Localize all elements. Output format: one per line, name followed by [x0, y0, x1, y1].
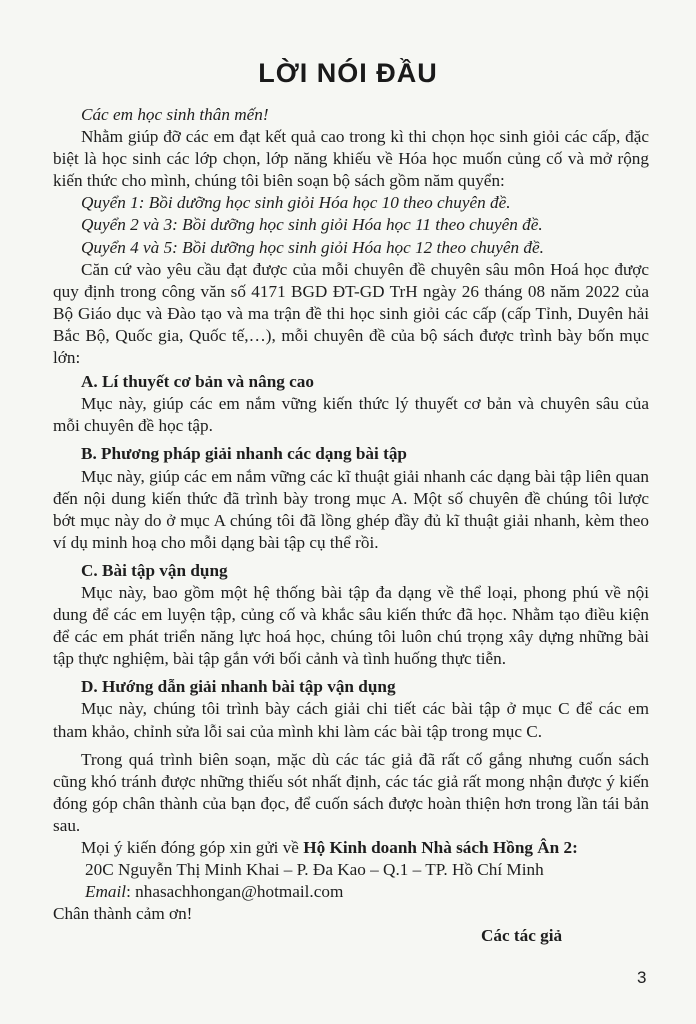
closing-paragraph: Trong quá trình biên soạn, mặc dù các tác giả đã rất cố gắng nhưng cuốn sách cũng khó tránh được những thiếu sót nhất định, các tác giả rất mong nhận được ý kiến đóng góp chân thành của bạn đọc, để cuốn sách được hoàn thiện hơn trong lần tái bản sau.	[53, 749, 649, 835]
volume-item: Quyển 1: Bồi dưỡng học sinh giỏi Hóa học 10 theo chuyên đề.	[81, 193, 511, 213]
address-line: 20C Nguyễn Thị Minh Khai – P. Đa Kao – Q.1 – TP. Hồ Chí Minh	[85, 860, 544, 880]
section-body-d: Mục này, chúng tôi trình bày cách giải chi tiết các bài tập ở mục C để các em tham khảo, chỉnh sửa lỗi sai của mình khi làm các bài tập trong mục C.	[53, 699, 649, 741]
preface-body	[53, 104, 649, 925]
feedback-prefix: Mọi ý kiến đóng góp xin gửi về	[81, 838, 304, 857]
section-body-a: Mục này, giúp các em nắm vững kiến thức lý thuyết cơ bản và chuyên sâu của mỗi chuyên đề học tập.	[53, 394, 649, 436]
volume-item: Quyển 4 và 5: Bồi dưỡng học sinh giỏi Hóa học 12 theo chuyên đề.	[81, 237, 544, 257]
greeting: Các em học sinh thân mến!	[81, 105, 269, 124]
section-body-b: Mục này, giúp các em nắm vững các kĩ thuật giải nhanh các dạng bài tập liên quan đến nội dung kiến thức đã trình bày trong mục A. Một số chuyên đề chúng tôi lược bớt mục này do ở mục A chúng tôi đã lồng ghép đầy đủ kĩ thuật giải nhanh, kèm theo ví dụ minh hoạ cho mỗi dạng bài tập cụ thể rồi.	[53, 466, 649, 552]
section-heading-d: D. Hướng dẫn giải nhanh bài tập vận dụng	[81, 677, 396, 697]
email-label: Email	[85, 882, 127, 902]
basis-paragraph: Căn cứ vào yêu cầu đạt được của mỗi chuyên đề chuyên sâu môn Hoá học được quy định trong công văn số 4171 BGD ĐT-GD TrH ngày 26 tháng 08 năm 2022 của Bộ Giáo dục và Đào tạo và ma trận đề thi học sinh giỏi các cấp (cấp Tỉnh, Duyên hải Bắc Bộ, Quốc gia, Quốc tế,…), mỗi chuyên đề của bộ sách được trình bày bốn mục lớn:	[53, 259, 649, 368]
signature: Các tác giả	[481, 926, 563, 945]
section-heading-a: A. Lí thuyết cơ bản và nâng cao	[81, 372, 314, 392]
intro-paragraph: Nhằm giúp đỡ các em đạt kết quả cao trong kì thi chọn học sinh giỏi các cấp, đặc biệt là học sinh các lớp chọn, lớp năng khiếu về Hóa học muốn củng cố và mở rộng kiến thức cho mình, chúng tôi biên soạn bộ sách gồm năm quyển:	[53, 127, 649, 191]
section-heading-c: C. Bài tập vận dụng	[81, 560, 228, 580]
thanks-line: Chân thành cảm ơn!	[53, 904, 193, 924]
feedback-line	[53, 837, 649, 859]
publisher-name: Hộ Kinh doanh Nhà sách Hồng Ân 2:	[303, 838, 578, 857]
section-heading-b: B. Phương pháp giải nhanh các dạng bài tập	[81, 444, 407, 464]
section-body-c: Mục này, bao gồm một hệ thống bài tập đa dạng về thể loại, phong phú về nội dung để các em luyện tập, củng cố và khắc sâu kiến thức đã học. Nhằm tạo điều kiện để các em phát triển năng lực hoá học, chúng tôi luôn chú trọng xây dựng những bài tập thực nghiệm, bài tập gắn với bối cảnh và tình huống thực tiễn.	[53, 582, 649, 669]
page-title: LỜI NÓI ĐẦU	[258, 58, 438, 88]
volume-item: Quyển 2 và 3: Bồi dưỡng học sinh giỏi Hóa học 11 theo chuyên đề.	[81, 215, 543, 235]
page-number: 3	[637, 968, 647, 987]
email-value: : nhasachhongan@hotmail.com	[126, 882, 344, 902]
email-line	[53, 881, 649, 903]
